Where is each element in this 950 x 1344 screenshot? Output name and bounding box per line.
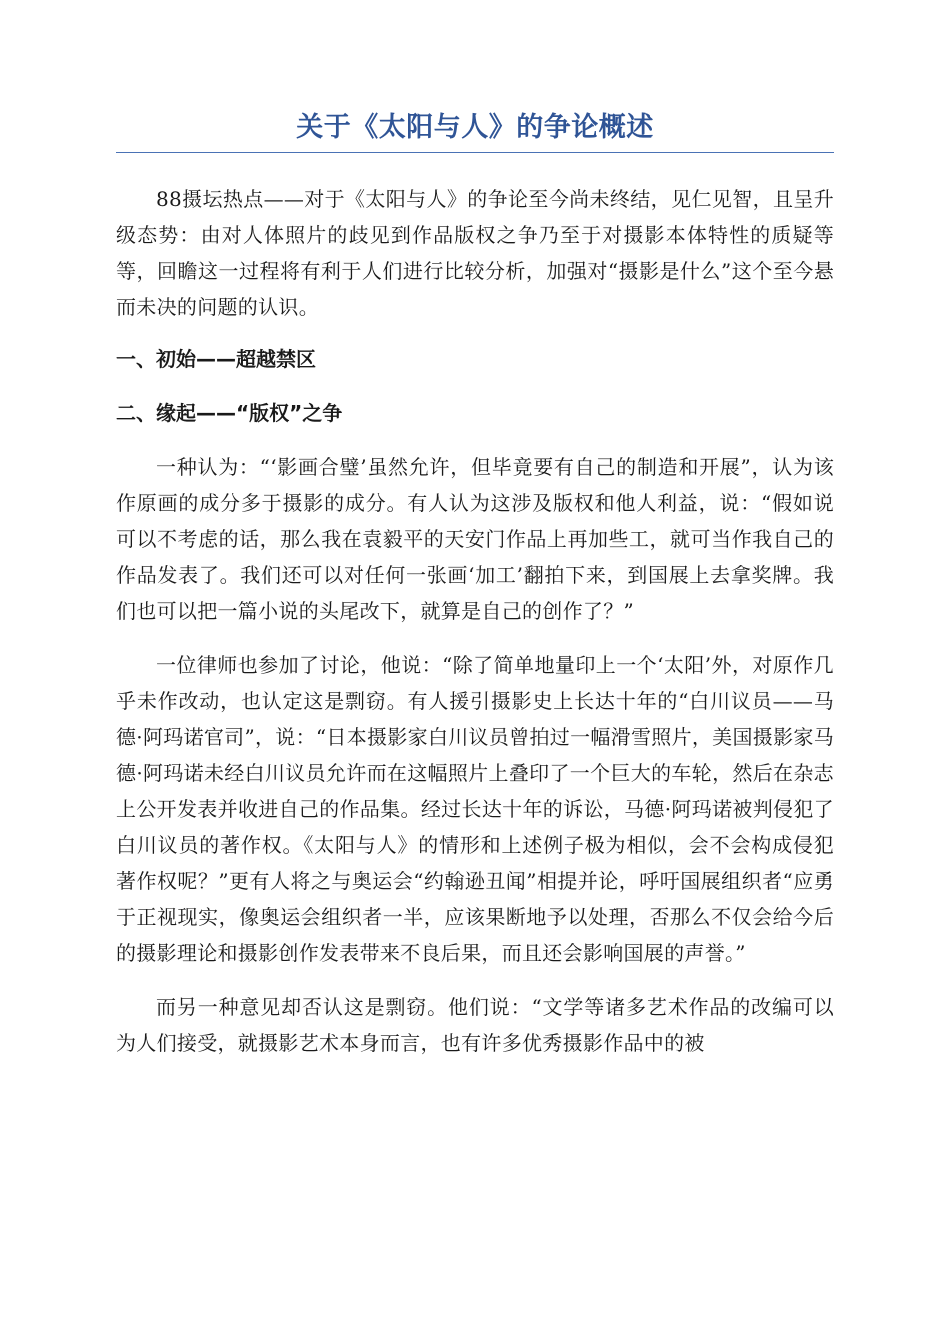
section-heading-2: 二、缘起——“版权”之争 [116, 401, 343, 425]
paragraph-opposing-view: 而另一种意见却否认这是剽窃。他们说：“文学等诸多艺术作品的改编可以为人们接受，就摄影艺术本身而言，也有许多优秀摄影作品中的被 [116, 995, 834, 1055]
paragraph-lawyer-view: 一位律师也参加了讨论，他说：“除了简单地量印上一个‘太阳’外，对原作几乎未作改动，也认定这是剽窃。有人援引摄影史上长达十年的“白川议员——马德·阿玛诺官司”，说：“日本摄影家白川议员曾拍过一幅滑雪照片，美国摄影家马德·阿玛诺未经白川议员允许而在这幅照片上叠印了一个巨大的车轮，然后在杂志上公开发表并收进自己的作品集。经过长达十年的诉讼，马德·阿玛诺被判侵犯了白川议员的著作权。《太阳与人》的情形和上述例子极为相似，会不会构成侵犯著作权呢？”更有人将之与奥运会“约翰逊丑闻”相提并论，呼吁国展组织者“应勇于正视现实，像奥运会组织者一半，应该果断地予以处理，否那么不仅会给今后的摄影理论和摄影创作发表带来不良后果，而且还会影响国展的声誉。” [116, 653, 834, 965]
document-page [116, 108, 834, 1061]
section-heading-1: 一、初始——超越禁区 [116, 347, 316, 371]
intro-paragraph: 88摄坛热点——对于《太阳与人》的争论至今尚未终结，见仁见智，且呈升级态势：由对人体照片的歧见到作品版权之争乃至于对摄影本体特性的质疑等等，回瞻这一过程将有利于人们进行比较分析，加强对“摄影是什么”这个至今悬而未决的问题的认识。 [116, 187, 834, 319]
document-title: 关于《太阳与人》的争论概述 [116, 108, 834, 153]
paragraph-copyright-view: 一种认为：“‘影画合璧’虽然允许，但毕竟要有自己的制造和开展”，认为该作原画的成分多于摄影的成分。有人认为这涉及版权和他人利益，说：“假如说可以不考虑的话，那么我在袁毅平的天安门作品上再加些工，就可当作我自己的作品发表了。我们还可以对任何一张画‘加工’翻拍下来，到国展上去拿奖牌。我们也可以把一篇小说的头尾改下，就算是自己的创作了？” [116, 455, 834, 623]
